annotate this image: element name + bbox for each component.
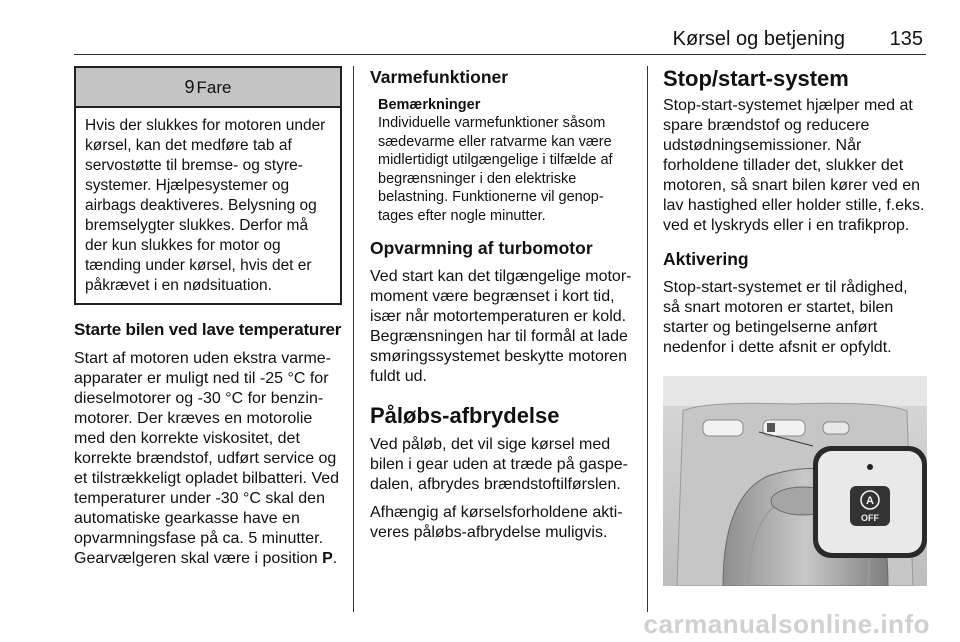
column-middle bbox=[370, 66, 634, 543]
danger-warning-box bbox=[74, 66, 342, 305]
watermark: carmanualsonline.info bbox=[643, 609, 930, 639]
off-label: OFF bbox=[861, 513, 879, 523]
gear-position-letter: P bbox=[322, 550, 333, 567]
console-photo bbox=[663, 376, 927, 586]
cold-start-end: . bbox=[332, 550, 338, 567]
note-text: Individuelle varmefunktioner såsom sædevarme eller ratvarme kan være midlertidigt utilgængelige i tilfælde af begrænsninger i den elektriske belastning. Funktionerne vil genoptages efter nogle minutter. bbox=[378, 115, 613, 224]
heat-functions-heading: Varmefunktioner bbox=[370, 67, 509, 87]
running-header-title: Kørsel og betjening bbox=[672, 28, 845, 50]
cold-start-paragraph bbox=[74, 349, 342, 569]
console-switch-left bbox=[703, 420, 743, 436]
console-illustration bbox=[663, 376, 927, 586]
stop-start-intro: Stop-start-systemet hjælper med at spare brændstof og reducere udstødningsemissioner. Når forholdene tillader det, slukker det motoren, så snart bilen kører ved en lav hastighed eller holder stille, f.eks. ved et lyskryds eller i en trafikprop. bbox=[663, 97, 925, 234]
activation-heading: Aktivering bbox=[663, 249, 749, 269]
cold-start-heading: Starte bilen ved lave temperaturer bbox=[74, 320, 342, 339]
turbo-heading: Opvarmning af turbomotor bbox=[370, 238, 593, 258]
page-number: 135 bbox=[889, 28, 923, 50]
warning-text: Hvis der slukkes for motoren under kørsel, kan det medføre tab af servostøtte til bremse- og styresystemer. Hjælpesystemer og airbags deaktiveres. Belysning og bremselygter slukkes. Derfor må der kun slukkes for motor og tænding under kørsel, hvis det er påkrævet i en nødsituation. bbox=[85, 117, 326, 294]
column-left bbox=[74, 66, 342, 569]
svg-text:A: A bbox=[866, 495, 874, 507]
column-right bbox=[663, 66, 927, 396]
indicator-led bbox=[867, 464, 873, 470]
activation-text: Stop-start-systemet er til rådighed, så snart motoren er startet, bilen starter og betingelserne anført nedenfor i dette afsnit er opfyldt. bbox=[663, 279, 908, 356]
turbo-text: Ved start kan det tilgængelige motormoment være begrænset i kort tid, især når motortemperaturen er kold. Begrænsningen har til formål at lade smøringssystemet beskytte motoren fuldt ud. bbox=[370, 268, 632, 385]
cold-start-text: Start af motoren uden ekstra varmeapparater er muligt ned til -25 °C for dieselmotorer og -30 °C for benzinmotorer. Der kræves en motorolie med den korrekte viskositet, det korrekte brændstof, udført service og et tilstrækkeligt opladet bilbatteri. Ved temperaturer under -30 °C skal den automatiske gearkasse have en opvarmningsfase på ca. 5 minutter. Gearvælgeren skal være i position bbox=[74, 350, 340, 567]
header-divider bbox=[74, 54, 926, 55]
stop-start-heading: Stop/start-system bbox=[663, 66, 849, 91]
warning-heading: Fare bbox=[196, 78, 232, 97]
column-divider bbox=[353, 66, 354, 612]
note-label: Bemærkninger bbox=[378, 97, 481, 113]
warning-triangle-icon: 9 bbox=[184, 77, 195, 97]
afterrun-text-1: Ved påløb, det vil sige kørsel med bilen i gear uden at træde på gaspedalen, afbrydes brændstoftilførslen. bbox=[370, 436, 628, 493]
column-divider bbox=[647, 66, 648, 612]
warning-header bbox=[76, 68, 340, 108]
afterrun-text-2: Afhængig af kørselsforholdene aktiveres påløbs-afbrydelse muligvis. bbox=[370, 504, 623, 541]
afterrun-heading: Påløbs-afbrydelse bbox=[370, 403, 560, 428]
